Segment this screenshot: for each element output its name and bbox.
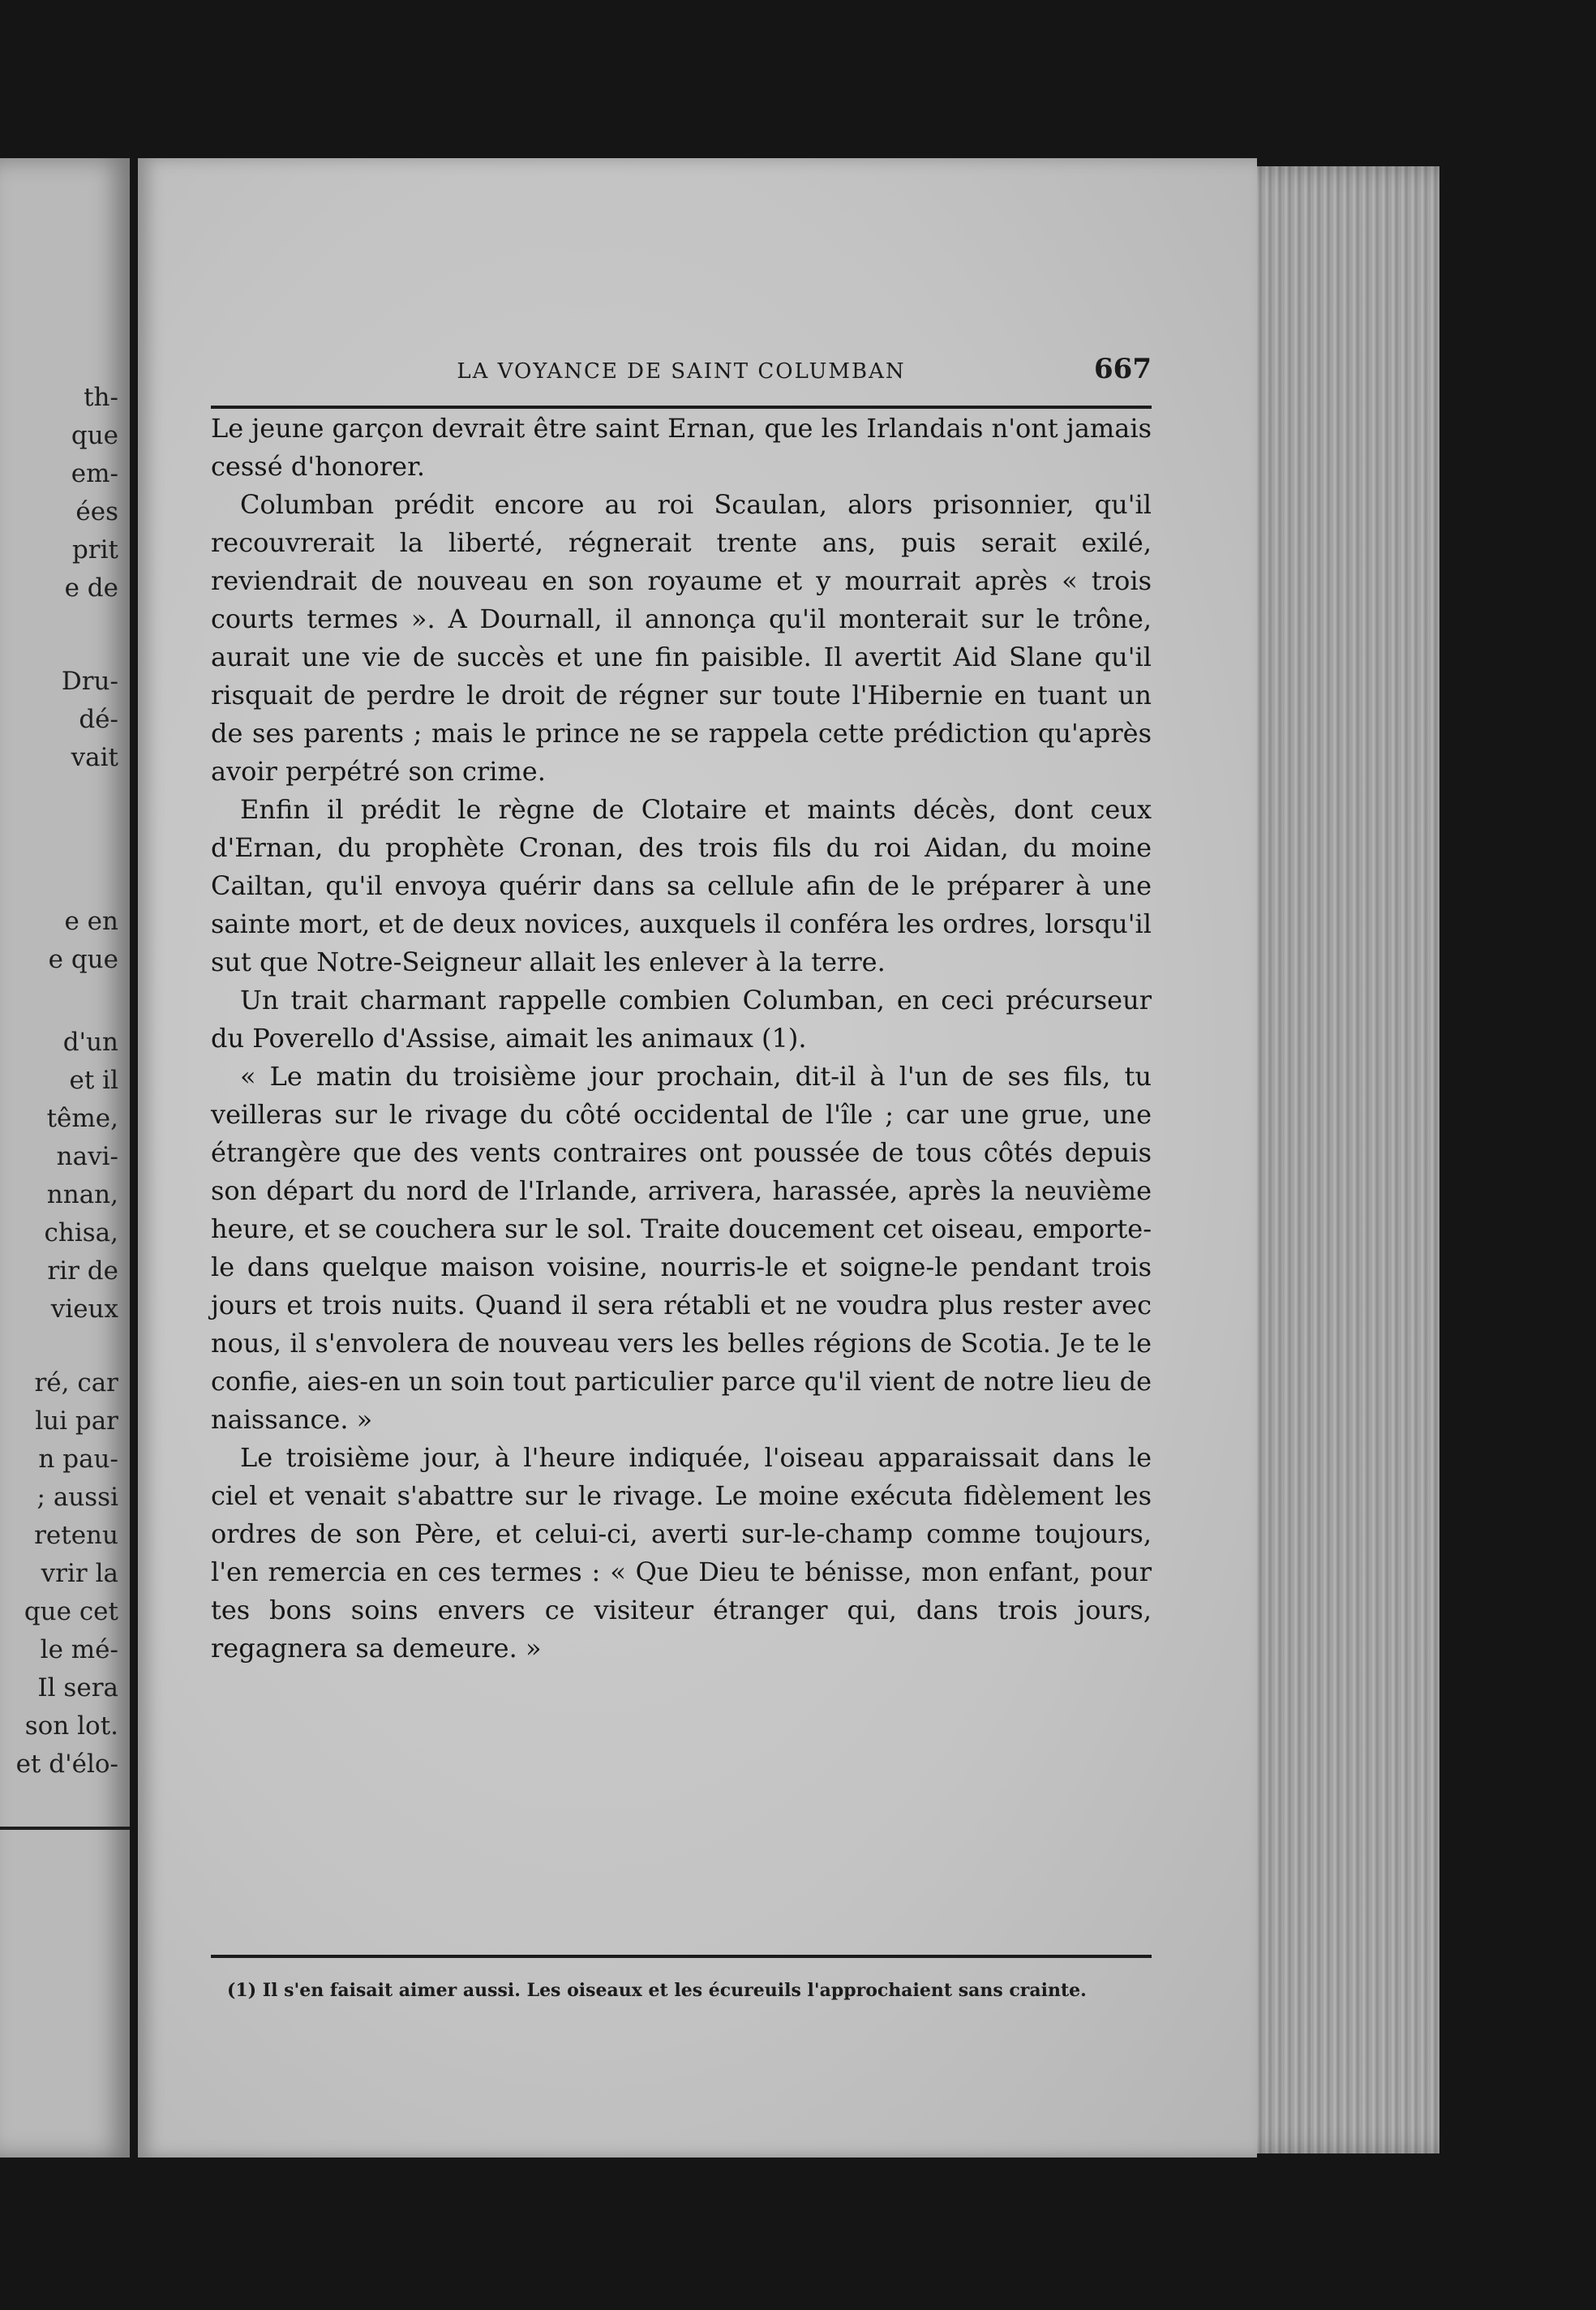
paragraph: Le jeune garçon devrait être saint Ernan, que les Irlandais n'ont jamais cessé d'honorer. xyxy=(211,413,1152,482)
paragraph: « Le matin du troisième jour prochain, dit-il à l'un de ses fils, tu veilleras sur le rivage du côté occidental de l'île ; car une grue, une étrangère que des vents contraires ont poussée de tous côtés depuis son départ du nord de l'Irlande, arrivera, harassée, après la neuvième heure, et se couchera sur le sol. Traite doucement cet oiseau, emporte-le dans quelque maison voisine, nourris-le et soigne-le pendant trois jours et trois nuits. Quand il sera rétabli et ne voudra plus rester avec nous, il s'envolera de nouveau vers les belles régions de Scotia. Je te le confie, aies-en un soin tout particulier parce qu'il vient de notre lieu de naissance. » xyxy=(211,1061,1152,1435)
left-page-fragment: lui par xyxy=(35,1406,118,1436)
left-page-fragment: navi- xyxy=(56,1142,118,1171)
left-page-fragment: ées xyxy=(75,497,118,526)
left-page-fragment: dé- xyxy=(79,705,118,734)
left-page-fragment: e en xyxy=(64,907,118,936)
left-page-fragment: th- xyxy=(84,383,118,412)
left-page-fragment: que xyxy=(71,421,118,450)
left-page-fragment: chisa, xyxy=(44,1218,118,1247)
book-page xyxy=(138,158,1257,2158)
left-page-fragment: ; aussi xyxy=(36,1483,118,1512)
left-page-fragment: retenu xyxy=(34,1521,118,1550)
paragraph: Enfin il prédit le règne de Clotaire et maints décès, dont ceux d'Ernan, du prophète Cronan, des trois fils du roi Aidan, du moine Cailtan, qu'il envoya quérir dans sa cellule afin de le préparer à une sainte mort, et de deux novices, auxquels il conféra les ordres, lorsqu'il sut que Notre-Seigneur allait les enlever à la terre. xyxy=(211,794,1152,977)
footnote-rule xyxy=(211,1955,1152,1958)
paragraph: Le troisième jour, à l'heure indiquée, l'oiseau apparaissait dans le ciel et venait s'abattre sur le rivage. Le moine exécuta fidèlement les ordres de son Père, et celui-ci, averti sur-le-champ comme toujours, l'en remercia en ces termes : « Que Dieu te bénisse, mon enfant, pour tes bons soins envers ce visiteur étranger qui, dans trois jours, regagnera sa demeure. » xyxy=(211,1442,1152,1664)
page-number: 667 xyxy=(1094,353,1152,385)
footnote: (1) Il s'en faisait aimer aussi. Les oiseaux et les écureuils l'approchaient sans crainte. xyxy=(227,1980,1087,2001)
left-page-fragment: n pau- xyxy=(38,1445,118,1474)
left-page-fragment: que cet xyxy=(24,1597,118,1626)
left-page-fragment: e de xyxy=(64,573,118,603)
left-page-fragment: d'un xyxy=(62,1028,118,1057)
left-page-fragment: nnan, xyxy=(46,1180,118,1209)
facing-page-left xyxy=(0,158,130,2158)
left-page-fragment: prit xyxy=(71,535,118,565)
body-text xyxy=(211,410,1152,1668)
left-page-fragment: le mé- xyxy=(40,1635,118,1664)
running-head: LA VOYANCE DE SAINT COLUMBAN xyxy=(457,359,906,384)
left-page-fragment: vait xyxy=(71,743,118,772)
left-page-fragment: son lot. xyxy=(24,1711,118,1741)
left-page-footnote-rule xyxy=(0,1827,130,1830)
left-page-fragment: em- xyxy=(71,459,118,488)
left-page-fragment: rir de xyxy=(47,1256,118,1286)
left-page-fragment: tême, xyxy=(46,1104,118,1133)
left-page-fragment: et d'élo- xyxy=(15,1750,118,1779)
left-page-fragment: vieux xyxy=(50,1295,118,1324)
paragraph: Columban prédit encore au roi Scaulan, alors prisonnier, qu'il recouvrerait la liberté, régnerait trente ans, puis serait exilé, reviendrait de nouveau en son royaume et y mourrait après « trois courts termes ». A Dournall, il annonça qu'il monterait sur le trône, aurait une vie de succès et une fin paisible. Il avertit Aid Slane qu'il risquait de perdre le droit de régner sur toute l'Hibernie en tuant un de ses parents ; mais le prince ne se rappela cette prédiction qu'après avoir perpétré son crime. xyxy=(211,489,1152,787)
left-page-fragment: vrir la xyxy=(41,1559,118,1588)
left-page-fragment: et il xyxy=(69,1066,118,1095)
left-page-fragment: Dru- xyxy=(61,667,118,696)
paragraph: Un trait charmant rappelle combien Columban, en ceci précurseur du Poverello d'Assise, aimait les animaux (1). xyxy=(211,985,1152,1054)
header-rule xyxy=(211,406,1152,409)
left-page-fragment: e que xyxy=(48,945,118,974)
left-page-fragment: ré, car xyxy=(34,1368,118,1398)
left-page-fragment: Il sera xyxy=(37,1673,118,1702)
page-header xyxy=(211,353,1152,393)
